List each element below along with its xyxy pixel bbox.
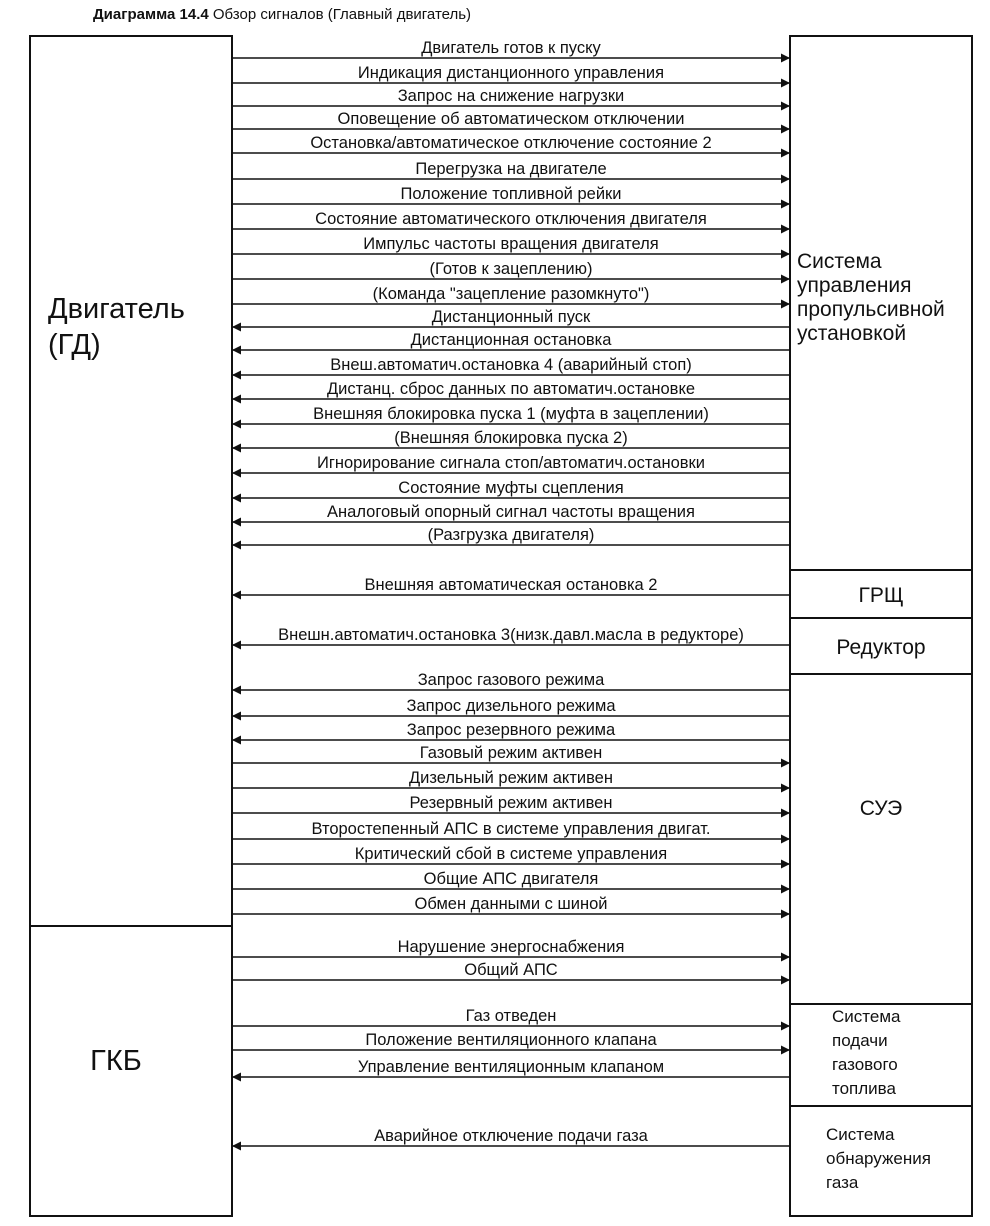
signal-label: Индикация дистанционного управления <box>357 64 665 82</box>
block-label-engine: Двигатель (ГД) <box>48 293 185 361</box>
block-label-gkb: ГКБ <box>90 1045 142 1077</box>
signal-label: Второстепенный АПС в системе управления двигат. <box>311 820 711 838</box>
signal-label: Положение вентиляционного клапана <box>365 1031 657 1049</box>
signal-label: Оповещение об автоматическом отключении <box>337 110 685 128</box>
signal-label: Запрос газового режима <box>417 671 605 689</box>
signal-label: Состояние муфты сцепления <box>398 479 624 497</box>
signal-label: Положение топливной рейки <box>400 185 622 203</box>
signal-label: Газ отведен <box>465 1007 557 1025</box>
caption-title: Обзор сигналов (Главный двигатель) <box>212 6 472 23</box>
signal-label: Запрос на снижение нагрузки <box>397 87 625 105</box>
signal-label: Аварийное отключение подачи газа <box>374 1127 648 1145</box>
signal-label: Дистанционная остановка <box>410 331 612 349</box>
signal-label: Запрос дизельного режима <box>406 697 616 715</box>
signal-label: Двигатель готов к пуску <box>421 39 601 57</box>
signal-label: Газовый режим активен <box>419 744 603 762</box>
signal-label: Состояние автоматического отключения двигателя <box>315 210 707 228</box>
signal-label: (Готов к зацеплению) <box>429 260 593 278</box>
signal-label: Дистанционный пуск <box>431 308 591 326</box>
block-label-gas-detect: Система обнаружения газа <box>826 1125 931 1192</box>
signal-label: Перегрузка на двигателе <box>415 160 607 178</box>
signal-label: Аналоговый опорный сигнал частоты вращения <box>327 503 695 521</box>
block-label-grsch: ГРЩ <box>858 584 904 607</box>
signal-label: Внешняя автоматическая остановка 2 <box>364 576 658 594</box>
block-label-sue: СУЭ <box>859 797 903 820</box>
signal-label: Дистанц. сброс данных по автоматич.остановке <box>326 380 696 398</box>
signal-label: Общий АПС <box>464 961 558 979</box>
signal-label: Критический сбой в системе управления <box>354 845 668 863</box>
signal-label: (Команда "зацепление разомкнуто") <box>372 285 650 303</box>
block-label-propulsion: Система управления пропульсивной установкой <box>797 250 945 345</box>
signal-label: Резервный режим активен <box>409 794 613 812</box>
signal-label: (Внешняя блокировка пуска 2) <box>394 429 628 447</box>
signal-label: Внешн.автоматич.остановка 3(низк.давл.масла в редукторе) <box>278 626 744 644</box>
signal-label: Внеш.автоматич.остановка 4 (аварийный стоп) <box>330 356 692 374</box>
signal-label: Игнорирование сигнала стоп/автоматич.остановки <box>317 454 705 472</box>
signal-label: Внешняя блокировка пуска 1 (муфта в зацеплении) <box>313 405 709 423</box>
block-label-gas-supply: Система подачи газового топлива <box>832 1007 901 1098</box>
signal-label: Нарушение энергоснабжения <box>397 938 625 956</box>
caption-number: Диаграмма 14.4 <box>93 6 209 23</box>
block-label-reducer: Редуктор <box>836 636 926 659</box>
signal-label: Общие АПС двигателя <box>423 870 599 888</box>
signal-label: Управление вентиляционным клапаном <box>357 1058 665 1076</box>
signal-label: Обмен данными с шиной <box>414 895 608 913</box>
signal-label: Запрос резервного режима <box>406 721 616 739</box>
signal-label: Остановка/автоматическое отключение состояние 2 <box>310 134 712 152</box>
block-sue <box>790 674 972 1004</box>
block-engine <box>30 36 232 926</box>
signal-label: (Разгрузка двигателя) <box>427 526 595 544</box>
signal-label: Импульс частоты вращения двигателя <box>363 235 659 253</box>
signal-label: Дизельный режим активен <box>409 769 613 787</box>
